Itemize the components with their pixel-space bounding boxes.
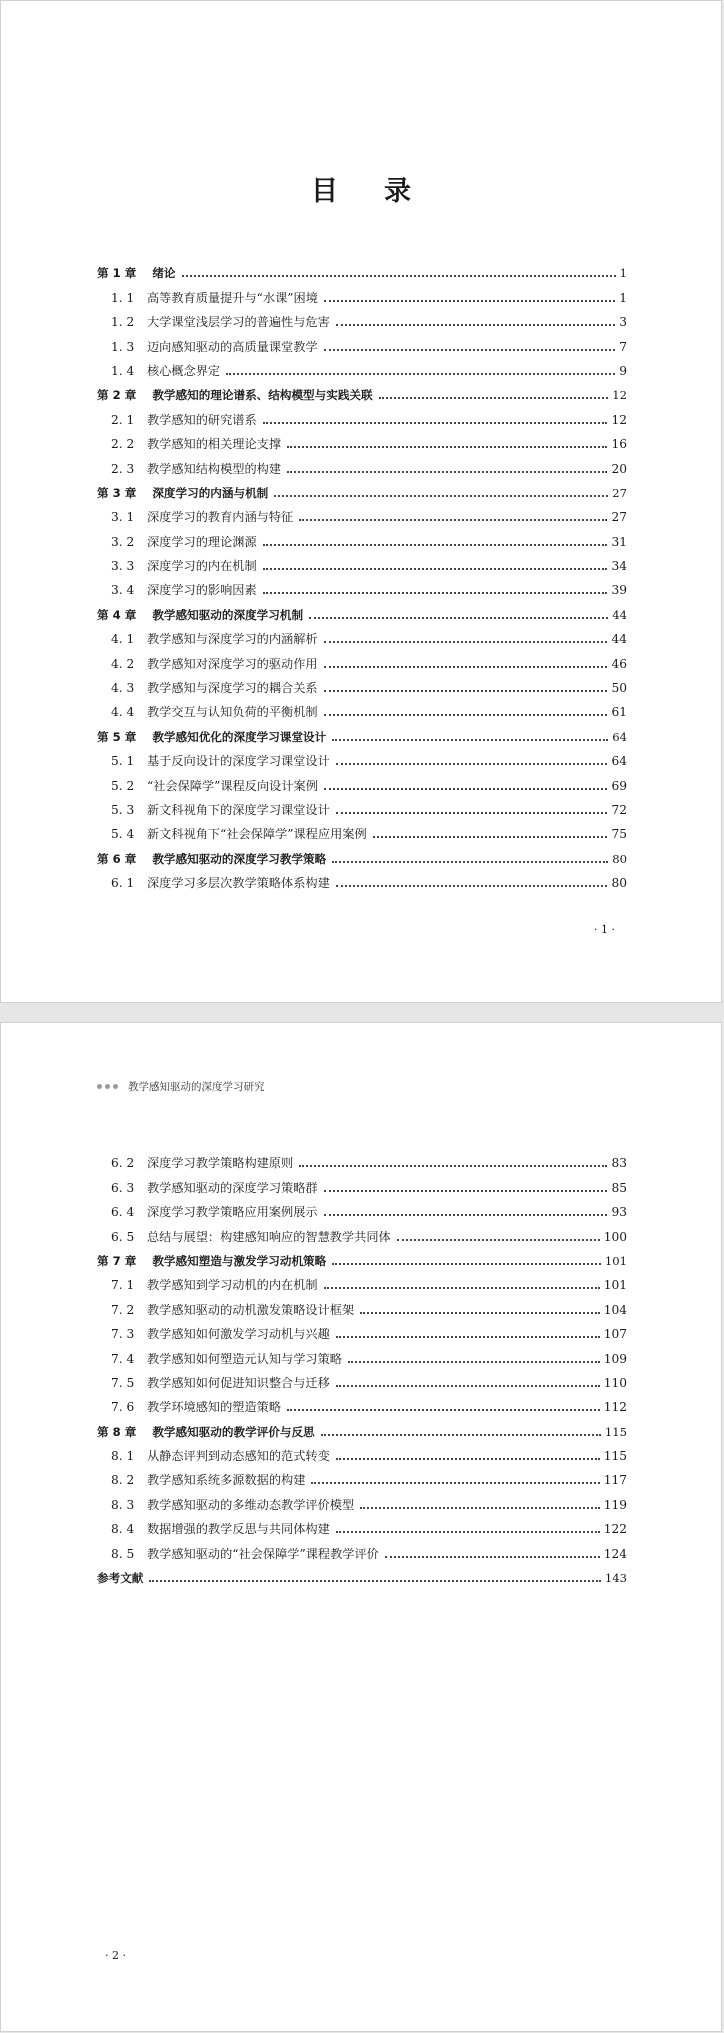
entry-title: 迈向感知驱动的高质量课堂教学: [147, 339, 318, 354]
toc-section-entry[interactable]: [97, 867, 627, 891]
dot-leader: [324, 665, 608, 668]
entry-number: 第 8 章: [97, 1424, 137, 1439]
entry-number: 第 4 章: [97, 607, 137, 622]
dot-leader: [336, 323, 615, 326]
dot-leader: [336, 1384, 600, 1387]
dot-leader: [348, 1360, 600, 1363]
toc-section-entry[interactable]: [97, 1391, 627, 1415]
entry-title: 新文科视角下“社会保障学”课程应用案例: [147, 827, 367, 842]
entry-title: 深度学习的内在机制: [147, 559, 257, 574]
dot-leader: [182, 274, 616, 277]
entry-title: 教学感知到学习动机的内在机制: [147, 1278, 318, 1293]
entry-title: 教学交互与认知负荷的平衡机制: [147, 705, 318, 720]
toc-section-entry[interactable]: [97, 696, 627, 720]
dot-leader: [263, 421, 608, 424]
toc-section-entry[interactable]: [97, 1464, 627, 1488]
entry-number: 4. 2: [111, 656, 135, 671]
entry-number: 8. 5: [111, 1546, 135, 1561]
dot-leader: [321, 1433, 601, 1436]
toc-chapter-entry[interactable]: [97, 598, 627, 622]
entry-page-number: 104: [603, 1302, 627, 1317]
dot-leader: [299, 518, 607, 521]
entry-number: 8. 4: [111, 1522, 135, 1537]
entry-page-number: 39: [611, 583, 627, 598]
entry-number: 1. 2: [111, 315, 135, 330]
entry-number: 5. 2: [111, 778, 135, 793]
entry-page-number: 100: [603, 1229, 627, 1244]
entry-number: 1. 1: [111, 290, 135, 305]
entry-title: 教学感知驱动的深度学习策略群: [147, 1180, 318, 1195]
entry-number: 8. 2: [111, 1473, 135, 1488]
entry-title: 深度学习的教育内涵与特征: [147, 510, 294, 525]
entry-page-number: 107: [603, 1327, 627, 1342]
entry-title: 核心概念界定: [147, 363, 221, 378]
dot-leader: [263, 567, 608, 570]
dot-leader: [287, 445, 607, 448]
entry-page-number: 46: [611, 656, 627, 671]
toc-section-entry[interactable]: [97, 403, 627, 427]
dot-leader: [299, 1164, 607, 1167]
entry-title: 教学感知驱动的“社会保障学”课程教学评价: [147, 1546, 379, 1561]
toc-section-entry[interactable]: [97, 1440, 627, 1464]
entry-page-number: 122: [603, 1522, 627, 1537]
entry-number: 4. 4: [111, 705, 135, 720]
entry-page-number: 16: [611, 437, 627, 452]
entry-title: 教学感知驱动的多维动态教学评价模型: [147, 1497, 355, 1512]
page-number-footer: · 2 ·: [105, 1949, 126, 1962]
toc-section-entry[interactable]: [97, 1488, 627, 1512]
dot-leader: [360, 1311, 600, 1314]
toc-section-entry[interactable]: [97, 1537, 627, 1561]
entry-title: 教学感知如何促进知识整合与迁移: [147, 1375, 330, 1390]
toc-section-entry[interactable]: [97, 794, 627, 818]
entry-number: 6. 1: [111, 876, 135, 891]
entry-page-number: 3: [619, 315, 627, 330]
toc-chapter-entry[interactable]: [97, 842, 627, 866]
entry-page-number: 61: [611, 705, 627, 720]
entry-title: 数据增强的教学反思与共同体构建: [147, 1522, 330, 1537]
toc-section-entry[interactable]: [97, 672, 627, 696]
entry-title: 参考文献: [97, 1571, 144, 1586]
entry-page-number: 69: [611, 778, 627, 793]
entry-title: 教学感知驱动的教学评价与反思: [152, 1424, 315, 1439]
entry-page-number: 115: [604, 1424, 627, 1439]
toc-page-1: [0, 0, 722, 1003]
entry-number: 2. 1: [111, 412, 135, 427]
entry-title: 大学课堂浅层学习的普遍性与危害: [147, 315, 330, 330]
entry-title: 教学感知驱动的深度学习教学策略: [152, 851, 327, 866]
entry-title: 教学感知优化的深度学习课堂设计: [152, 729, 327, 744]
entry-page-number: 1: [619, 266, 627, 281]
entry-title: 教学感知驱动的动机激发策略设计框架: [147, 1302, 355, 1317]
dot-leader: [379, 396, 609, 399]
toc-section-entry[interactable]: [97, 306, 627, 330]
dot-leader: [385, 1555, 600, 1558]
entry-page-number: 9: [619, 363, 627, 378]
toc-section-entry[interactable]: [97, 1367, 627, 1391]
toc-page-2: [0, 1022, 722, 2032]
dot-leader: [324, 299, 615, 302]
toc-section-entry[interactable]: [97, 574, 627, 598]
entry-title: 教学感知塑造与激发学习动机策略: [152, 1253, 327, 1268]
entry-page-number: 27: [612, 485, 627, 500]
entry-number: 6. 2: [111, 1156, 135, 1171]
entry-page-number: 72: [611, 802, 627, 817]
toc-section-entry[interactable]: [97, 818, 627, 842]
entry-page-number: 110: [603, 1375, 627, 1390]
toc-section-entry[interactable]: [97, 1220, 627, 1244]
toc-section-entry[interactable]: [97, 1293, 627, 1317]
dot-leader: [226, 372, 615, 375]
dot-leader: [332, 1262, 601, 1265]
dot-leader: [336, 762, 608, 765]
dot-leader: [336, 1335, 600, 1338]
dot-leader: [336, 1457, 600, 1460]
entry-page-number: 20: [611, 461, 627, 476]
dot-leader: [309, 616, 608, 619]
toc-section-entry[interactable]: [97, 1147, 627, 1171]
entry-number: 7. 5: [111, 1375, 135, 1390]
toc-section-entry[interactable]: [97, 1318, 627, 1342]
dot-leader: [149, 1579, 600, 1582]
entry-title: 绪论: [152, 266, 176, 281]
dot-leader: [373, 835, 608, 838]
entry-page-number: 12: [612, 388, 627, 403]
entry-title: 教学感知系统多源数据的构建: [147, 1473, 306, 1488]
toc-chapter-entry[interactable]: [97, 1245, 627, 1269]
toc-section-entry[interactable]: [97, 501, 627, 525]
toc-section-entry[interactable]: [97, 525, 627, 549]
entry-page-number: 64: [612, 729, 627, 744]
toc-section-entry[interactable]: [97, 355, 627, 379]
entry-number: 2. 2: [111, 437, 135, 452]
entry-number: 4. 1: [111, 632, 135, 647]
entry-number: 7. 4: [111, 1351, 135, 1366]
entry-page-number: 80: [612, 851, 627, 866]
dot-leader: [263, 543, 608, 546]
entry-page-number: 112: [603, 1400, 627, 1415]
dot-leader: [324, 689, 608, 692]
entry-number: 8. 1: [111, 1449, 135, 1464]
entry-page-number: 31: [611, 534, 627, 549]
page-number-footer: · 1 ·: [594, 923, 615, 936]
entry-number: 3. 3: [111, 559, 135, 574]
entry-title: 教学感知的研究谱系: [147, 412, 257, 427]
dot-leader: [360, 1506, 600, 1509]
dot-leader: [332, 860, 608, 863]
running-header: [97, 1079, 265, 1094]
entry-number: 第 1 章: [97, 266, 137, 281]
entry-number: 1. 3: [111, 339, 135, 354]
entry-number: 6. 3: [111, 1180, 135, 1195]
entry-title: 深度学习的影响因素: [147, 583, 257, 598]
entry-title: 教学感知如何激发学习动机与兴趣: [147, 1327, 330, 1342]
entry-page-number: 109: [603, 1351, 627, 1366]
entry-title: 教学感知与深度学习的耦合关系: [147, 681, 318, 696]
dot-leader: [324, 640, 608, 643]
entry-page-number: 83: [611, 1156, 627, 1171]
entry-number: 6. 5: [111, 1229, 135, 1244]
entry-number: 2. 3: [111, 461, 135, 476]
entry-page-number: 80: [611, 876, 627, 891]
entry-title: 深度学习的理论渊源: [147, 534, 257, 549]
entry-number: 3. 2: [111, 534, 135, 549]
entry-title: 总结与展望：构建感知响应的智慧教学共同体: [147, 1229, 391, 1244]
toc-section-entry[interactable]: [97, 1269, 627, 1293]
toc-chapter-entry[interactable]: [97, 257, 627, 281]
toc-section-entry[interactable]: [97, 452, 627, 476]
header-dots-icon: [97, 1084, 118, 1089]
entry-page-number: 124: [603, 1546, 627, 1561]
toc-section-entry[interactable]: [97, 1196, 627, 1220]
toc-section-entry[interactable]: [97, 1342, 627, 1366]
toc-section-entry[interactable]: [97, 623, 627, 647]
dot-leader: [324, 787, 608, 790]
running-header-text: 教学感知驱动的深度学习研究: [128, 1081, 265, 1093]
toc-chapter-entry[interactable]: [97, 1562, 627, 1586]
dot-leader: [263, 591, 608, 594]
toc-section-entry[interactable]: [97, 1513, 627, 1537]
dot-leader: [274, 494, 608, 497]
entry-number: 7. 2: [111, 1302, 135, 1317]
entry-page-number: 75: [611, 827, 627, 842]
entry-title: 教学感知如何塑造元认知与学习策略: [147, 1351, 342, 1366]
entry-page-number: 143: [604, 1571, 627, 1586]
entry-page-number: 64: [611, 754, 627, 769]
entry-page-number: 119: [603, 1497, 627, 1512]
entry-number: 1. 4: [111, 363, 135, 378]
toc-list: [97, 1147, 627, 1586]
entry-number: 8. 3: [111, 1497, 135, 1512]
entry-title: 深度学习教学策略应用案例展示: [147, 1205, 318, 1220]
entry-title: 教学感知对深度学习的驱动作用: [147, 656, 318, 671]
entry-page-number: 101: [604, 1253, 627, 1268]
toc-chapter-entry[interactable]: [97, 720, 627, 744]
entry-number: 第 2 章: [97, 388, 137, 403]
entry-page-number: 12: [611, 412, 627, 427]
entry-page-number: 44: [611, 632, 627, 647]
entry-page-number: 50: [611, 681, 627, 696]
entry-title: 从静态评判到动态感知的范式转变: [147, 1449, 330, 1464]
entry-title: “社会保障学”课程反向设计案例: [147, 778, 318, 793]
entry-page-number: 85: [611, 1180, 627, 1195]
entry-number: 6. 4: [111, 1205, 135, 1220]
entry-number: 7. 6: [111, 1400, 135, 1415]
entry-title: 教学环境感知的塑造策略: [147, 1400, 282, 1415]
dot-leader: [287, 1408, 600, 1411]
entry-title: 基于反向设计的深度学习课堂设计: [147, 754, 330, 769]
toc-section-entry[interactable]: [97, 550, 627, 574]
toc-chapter-entry[interactable]: [97, 1415, 627, 1439]
entry-page-number: 44: [612, 607, 627, 622]
toc-chapter-entry[interactable]: [97, 477, 627, 501]
entry-title: 教学感知结构模型的构建: [147, 461, 282, 476]
entry-title: 教学感知的相关理论支撑: [147, 437, 282, 452]
entry-page-number: 93: [611, 1205, 627, 1220]
entry-number: 第 7 章: [97, 1253, 137, 1268]
entry-number: 4. 3: [111, 681, 135, 696]
entry-title: 深度学习教学策略构建原则: [147, 1156, 294, 1171]
dot-leader: [397, 1238, 600, 1241]
page-title: 目录: [311, 176, 457, 207]
dot-leader: [324, 348, 616, 351]
dot-leader: [336, 884, 608, 887]
entry-page-number: 7: [619, 339, 627, 354]
toc-list: [97, 257, 627, 891]
entry-number: 5. 3: [111, 802, 135, 817]
entry-title: 教学感知的理论谱系、结构模型与实践关联: [152, 388, 373, 403]
dot-leader: [324, 1189, 608, 1192]
toc-section-entry[interactable]: [97, 428, 627, 452]
dot-leader: [311, 1481, 599, 1484]
entry-number: 3. 1: [111, 510, 135, 525]
dot-leader: [324, 1286, 600, 1289]
entry-page-number: 27: [611, 510, 627, 525]
toc-section-entry[interactable]: [97, 769, 627, 793]
entry-page-number: 117: [603, 1473, 627, 1488]
entry-number: 7. 1: [111, 1278, 135, 1293]
dot-leader: [324, 713, 608, 716]
entry-title: 教学感知与深度学习的内涵解析: [147, 632, 318, 647]
dot-leader: [332, 738, 608, 741]
toc-section-entry[interactable]: [97, 647, 627, 671]
toc-section-entry[interactable]: [97, 1171, 627, 1195]
toc-section-entry[interactable]: [97, 330, 627, 354]
entry-number: 3. 4: [111, 583, 135, 598]
entry-page-number: 115: [603, 1449, 627, 1464]
entry-page-number: 1: [619, 290, 627, 305]
entry-title: 深度学习的内涵与机制: [152, 485, 269, 500]
entry-title: 深度学习多层次教学策略体系构建: [147, 876, 330, 891]
dot-leader: [287, 470, 607, 473]
entry-title: 新文科视角下的深度学习课堂设计: [147, 802, 330, 817]
entry-number: 5. 1: [111, 754, 135, 769]
entry-title: 高等教育质量提升与“水课”困境: [147, 290, 318, 305]
entry-title: 教学感知驱动的深度学习机制: [152, 607, 304, 622]
toc-chapter-entry[interactable]: [97, 379, 627, 403]
entry-page-number: 101: [603, 1278, 627, 1293]
dot-leader: [324, 1213, 608, 1216]
dot-leader: [336, 1530, 600, 1533]
entry-number: 第 3 章: [97, 485, 137, 500]
entry-number: 5. 4: [111, 827, 135, 842]
dot-leader: [336, 811, 608, 814]
toc-section-entry[interactable]: [97, 745, 627, 769]
entry-number: 7. 3: [111, 1327, 135, 1342]
entry-number: 第 6 章: [97, 851, 137, 866]
entry-page-number: 34: [611, 559, 627, 574]
toc-section-entry[interactable]: [97, 281, 627, 305]
entry-number: 第 5 章: [97, 729, 137, 744]
